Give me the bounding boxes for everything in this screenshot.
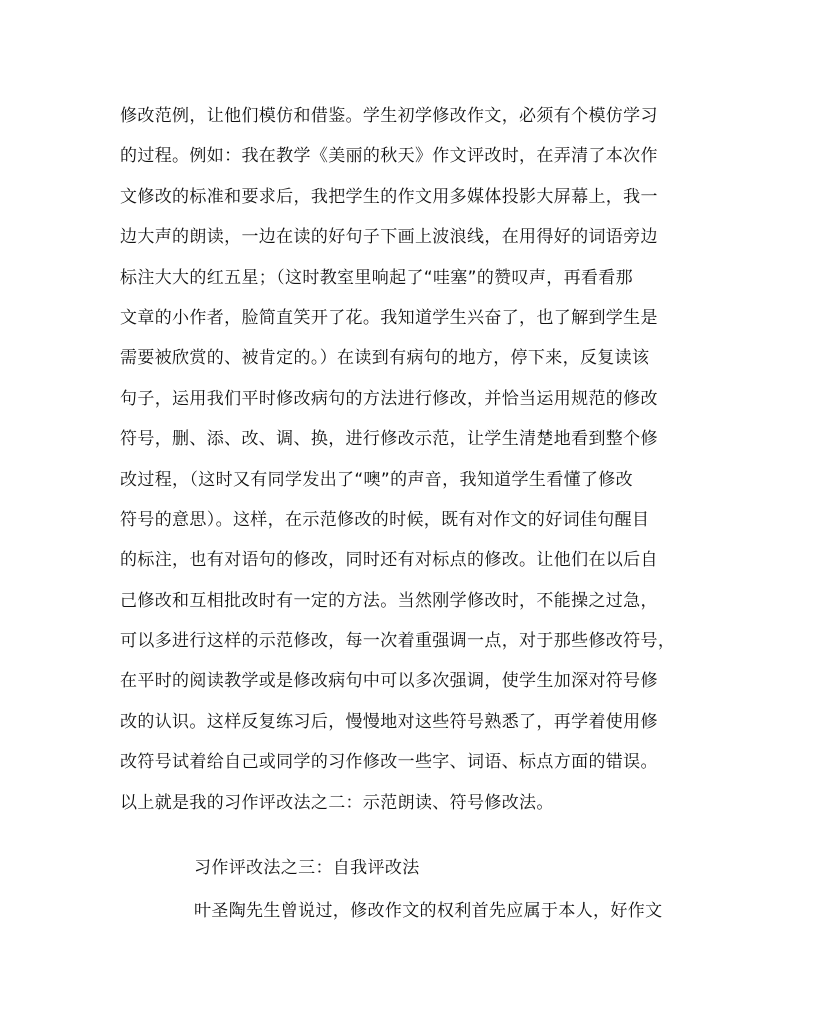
text-line: 标注大大的红五星；（这时教室里响起了“哇塞”的赞叹声，再看看那 xyxy=(120,267,633,288)
text-line: 以上就是我的习作评改法之二：示范朗读、符号修改法。 xyxy=(120,792,554,813)
text-line: 可以多进行这样的示范修改，每一次着重强调一点，对于那些修改符号， xyxy=(120,631,676,652)
text-line: 边大声的朗读，一边在读的好句子下画上波浪线，在用得好的词语旁边 xyxy=(120,227,658,248)
text-line: 文章的小作者，脸简直笑开了花。我知道学生兴奋了，也了解到学生是 xyxy=(120,307,658,328)
text-line: 符号的意思）。这样，在示范修改的时候，既有对作文的好词佳句醒目 xyxy=(120,509,650,530)
text-line: 改过程，（这时又有同学发出了“噢”的声音，我知道学生看懂了修改 xyxy=(120,469,633,490)
paragraph-1 xyxy=(120,96,700,823)
text-line: 改符号试着给自己或同学的习作修改一些字、词语、标点方面的错误。 xyxy=(120,752,658,773)
paragraph-2-first-line: 叶圣陶先生曾说过，修改作文的权利首先应属于本人，好作文 xyxy=(194,901,663,921)
text-line: 需要被欣赏的、被肯定的。）在读到有病句的地方，停下来，反复读该 xyxy=(120,348,650,369)
text-line: 在平时的阅读教学或是修改病句中可以多次强调，使学生加深对符号修 xyxy=(120,671,658,692)
text-line: 的过程。例如：我在教学《美丽的秋天》作文评改时，在弄清了本次作 xyxy=(120,146,658,167)
text-line: 句子，运用我们平时修改病句的方法进行修改，并恰当运用规范的修改 xyxy=(120,388,658,409)
text-line: 改的认识。这样反复练习后，慢慢地对这些符号熟悉了，再学着使用修 xyxy=(120,711,658,732)
text-line: 修改范例，让他们模仿和借鉴。学生初学修改作文，必须有个模仿学习 xyxy=(120,106,658,126)
text-line: 符号，删、添、改、调、换，进行修改示范，让学生清楚地看到整个修 xyxy=(120,429,658,450)
section-heading: 习作评改法之三：自我评改法 xyxy=(194,858,420,878)
text-line: 的标注，也有对语句的修改，同时还有对标点的修改。让他们在以后自 xyxy=(120,550,658,571)
text-line: 己修改和互相批改时有一定的方法。当然刚学修改时，不能操之过急， xyxy=(120,590,658,611)
text-line: 文修改的标准和要求后，我把学生的作文用多媒体投影大屏幕上，我一 xyxy=(120,186,658,207)
